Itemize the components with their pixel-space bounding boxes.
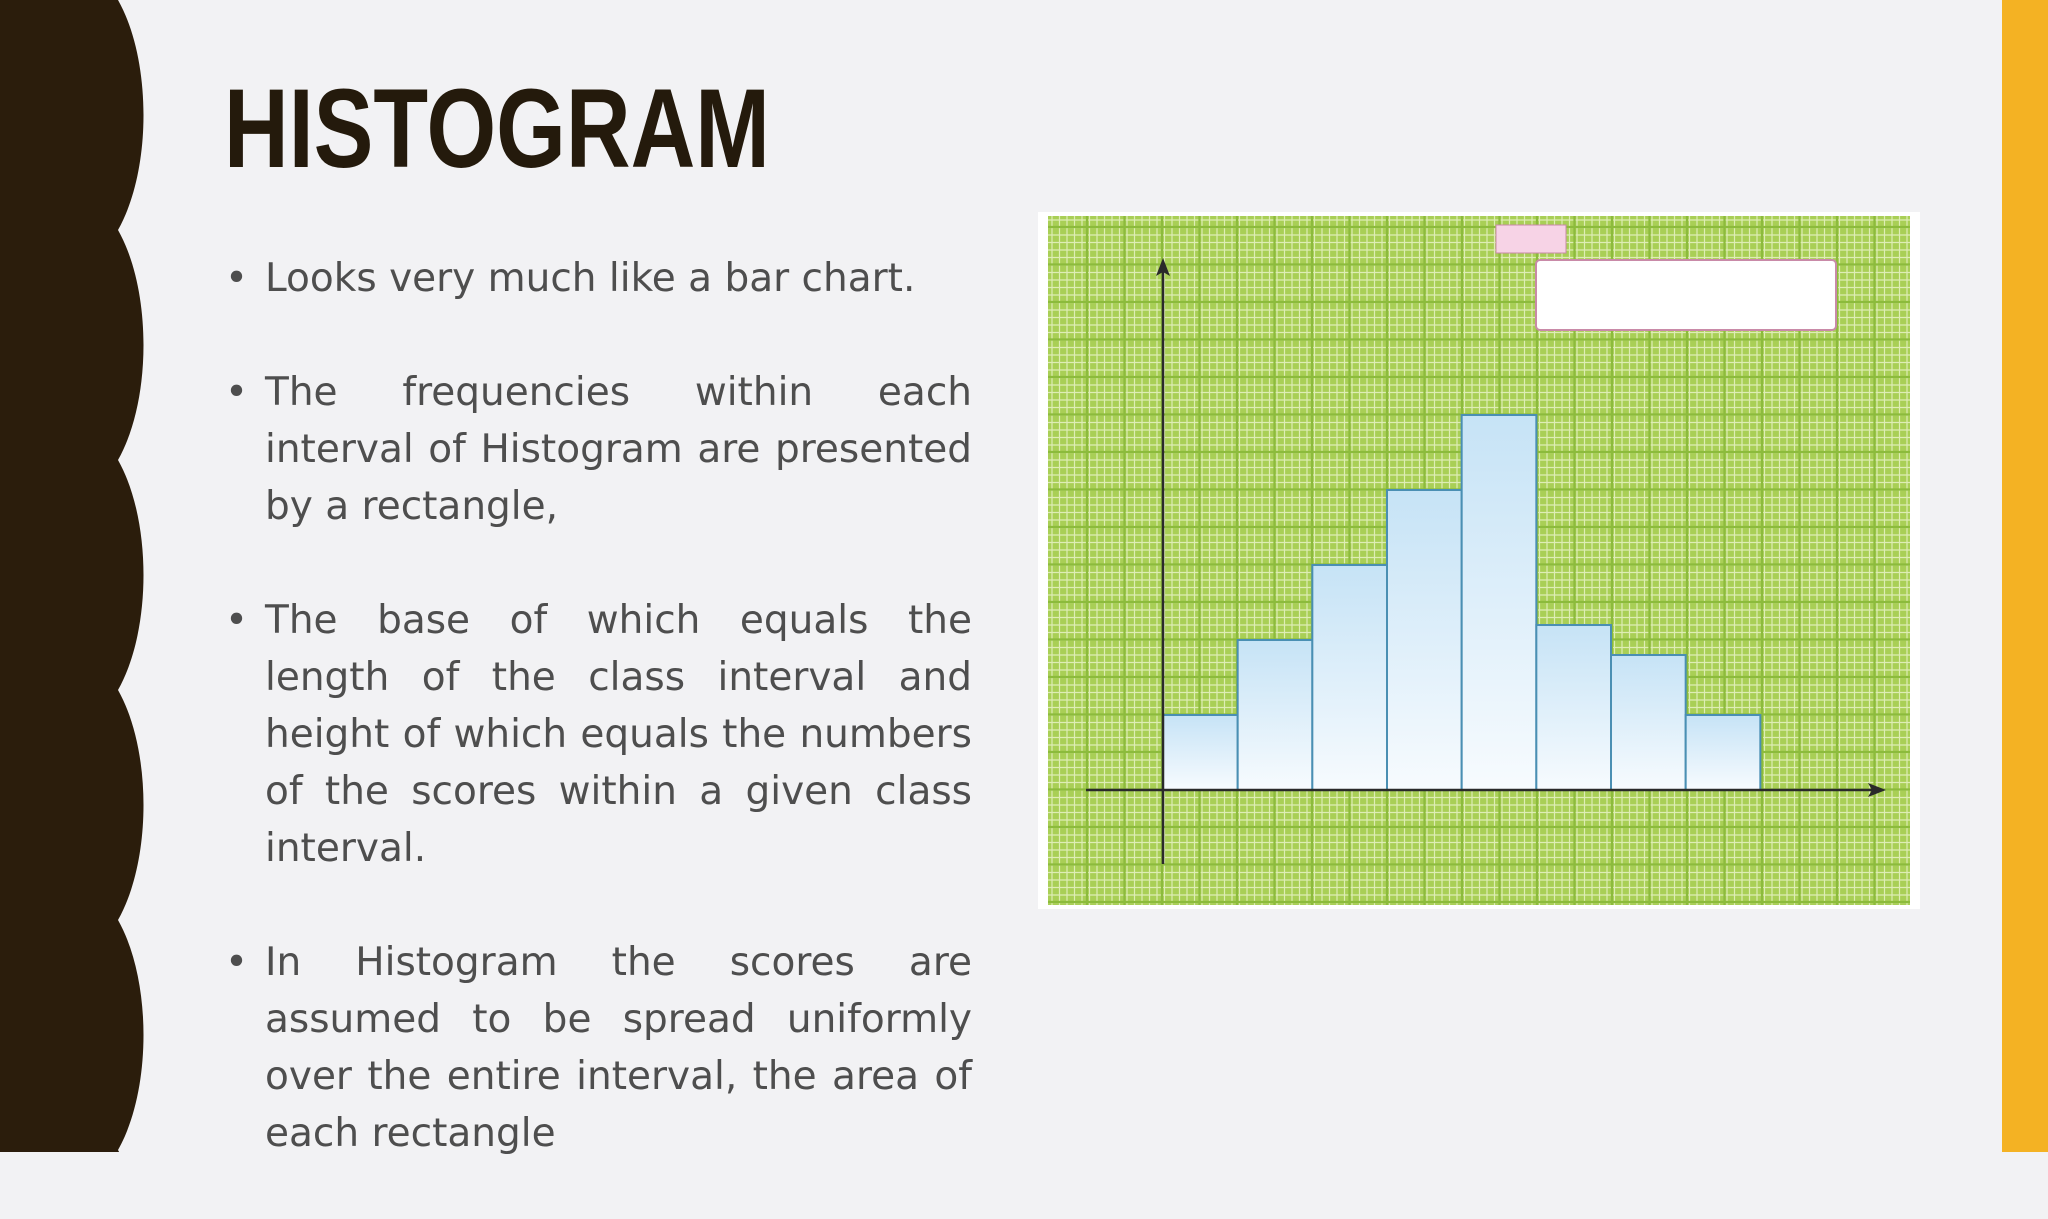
bullet-item: • In Histogram the scores are assumed to be spread uniformly over the entire interval, the area of each rectangle — [225, 934, 972, 1162]
left-decorative-band — [0, 0, 150, 1152]
right-accent-band — [2002, 0, 2048, 1152]
histogram-bar — [1163, 715, 1238, 790]
histogram-bar — [1536, 625, 1611, 790]
bullet-item: • The frequencies within each interval of Histogram are presented by a rectangle, — [225, 364, 972, 535]
histogram-bar — [1462, 415, 1537, 790]
histogram-chart — [1038, 212, 1920, 909]
histogram-figure — [1038, 212, 1920, 909]
scale-title-box — [1496, 225, 1566, 253]
scale-box — [1536, 260, 1836, 330]
bullet-item: • The base of which equals the length of the class interval and height of which equals the numbers of the scores within a given class interval. — [225, 592, 972, 877]
wavy-edge — [0, 0, 144, 1152]
histogram-bar — [1238, 640, 1313, 790]
histogram-bar — [1686, 715, 1761, 790]
slide-title: HISTOGRAM — [224, 66, 770, 191]
histogram-bar — [1387, 490, 1462, 790]
histogram-bar — [1611, 655, 1686, 790]
bullet-item: • Looks very much like a bar chart. — [225, 250, 972, 307]
histogram-bar — [1312, 565, 1387, 790]
bullet-list — [225, 250, 972, 1219]
